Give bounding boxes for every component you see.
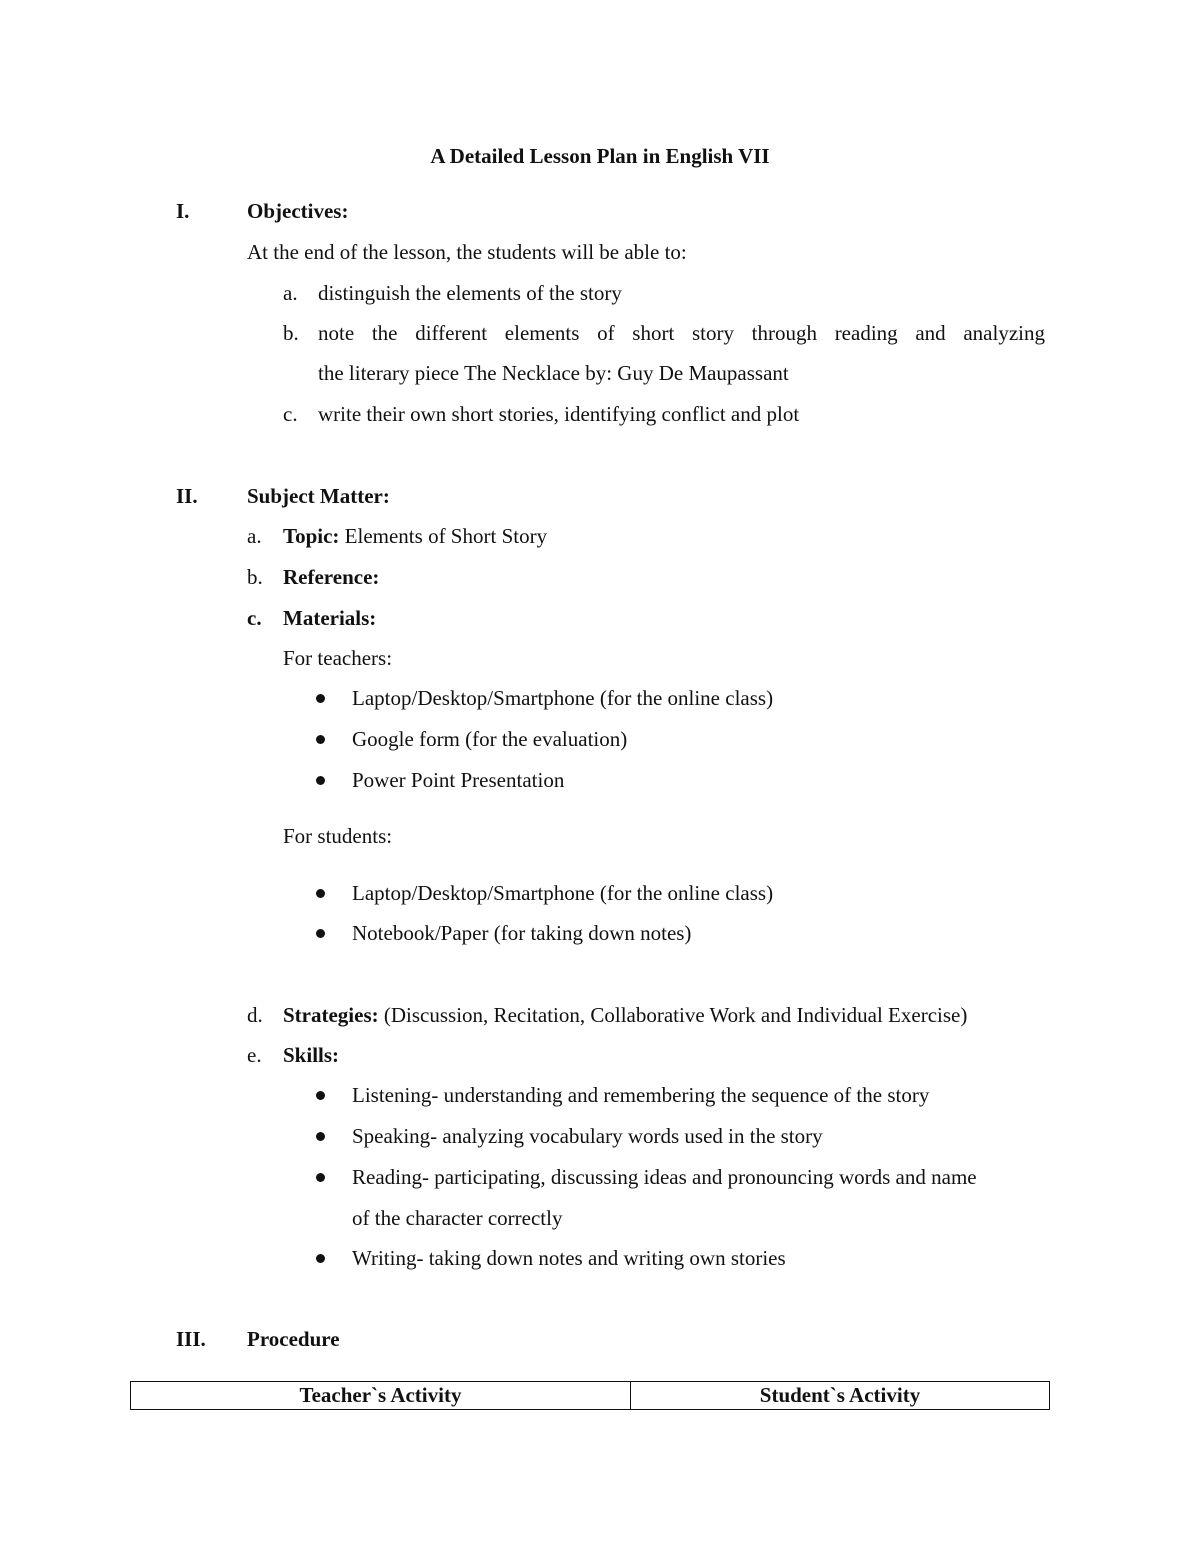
strategies-value: (Discussion, Recitation, Collaborative Work and Individual Exercise) bbox=[383, 1003, 968, 1027]
student-activity-header: Student`s Activity bbox=[631, 1382, 1050, 1410]
subject-matter-heading: Subject Matter: bbox=[247, 484, 390, 508]
objectives-intro: At the end of the lesson, the students will be able to: bbox=[247, 240, 687, 264]
bullet-icon bbox=[316, 776, 325, 785]
topic-line bbox=[283, 526, 547, 547]
strategies-line bbox=[283, 1005, 967, 1026]
section-numeral-objectives: I. bbox=[176, 199, 190, 223]
skill-item: Listening- understanding and remembering the sequence of the story bbox=[352, 1083, 930, 1107]
teacher-activity-header: Teacher`s Activity bbox=[131, 1382, 631, 1410]
bullet-icon bbox=[316, 735, 325, 744]
procedure-table bbox=[130, 1381, 1050, 1410]
topic-marker: a. bbox=[247, 524, 262, 548]
strategies-label: Strategies: bbox=[283, 1003, 379, 1027]
skill-item: Reading- participating, discussing ideas and pronouncing words and name bbox=[352, 1165, 977, 1189]
bullet-icon bbox=[316, 889, 325, 898]
bullet-icon bbox=[316, 694, 325, 703]
teacher-material-item: Laptop/Desktop/Smartphone (for the online class) bbox=[352, 686, 774, 710]
for-teachers-label: For teachers: bbox=[283, 646, 393, 670]
document-title: A Detailed Lesson Plan in English VII bbox=[430, 144, 770, 168]
bullet-icon bbox=[316, 1173, 325, 1182]
objective-marker-b: b. bbox=[283, 321, 299, 345]
skill-item: Speaking- analyzing vocabulary words used in the story bbox=[352, 1124, 823, 1148]
objective-item-b-line1: note the different elements of short story through reading and analyzing bbox=[318, 321, 1045, 345]
strategies-marker: d. bbox=[247, 1003, 263, 1027]
table-header-row bbox=[131, 1382, 1050, 1410]
reference-label: Reference: bbox=[283, 565, 380, 589]
for-students-label: For students: bbox=[283, 824, 393, 848]
objective-marker-a: a. bbox=[283, 281, 298, 305]
procedure-heading: Procedure bbox=[247, 1327, 340, 1351]
topic-value: Elements of Short Story bbox=[344, 524, 548, 548]
bullet-icon bbox=[316, 1091, 325, 1100]
section-numeral-procedure: III. bbox=[176, 1327, 206, 1351]
bullet-icon bbox=[316, 1254, 325, 1263]
objective-item-b-line2: the literary piece The Necklace by: Guy De Maupassant bbox=[318, 361, 789, 385]
teacher-material-item: Power Point Presentation bbox=[352, 768, 565, 792]
skills-marker: e. bbox=[247, 1043, 262, 1067]
skill-item-continuation: of the character correctly bbox=[352, 1206, 563, 1230]
reference-marker: b. bbox=[247, 565, 263, 589]
section-numeral-subject-matter: II. bbox=[176, 484, 198, 508]
materials-label: Materials: bbox=[283, 606, 377, 630]
objective-marker-c: c. bbox=[283, 402, 298, 426]
bullet-icon bbox=[316, 929, 325, 938]
bullet-icon bbox=[316, 1132, 325, 1141]
topic-label: Topic: bbox=[283, 524, 340, 548]
skill-item: Writing- taking down notes and writing own stories bbox=[352, 1246, 786, 1270]
materials-marker: c. bbox=[247, 606, 262, 630]
objective-item-a: distinguish the elements of the story bbox=[318, 281, 622, 305]
objectives-heading: Objectives: bbox=[247, 199, 349, 223]
student-material-item: Laptop/Desktop/Smartphone (for the online class) bbox=[352, 881, 774, 905]
teacher-material-item: Google form (for the evaluation) bbox=[352, 727, 628, 751]
student-material-item: Notebook/Paper (for taking down notes) bbox=[352, 921, 692, 945]
skills-label: Skills: bbox=[283, 1043, 340, 1067]
objective-item-c: write their own short stories, identifying conflict and plot bbox=[318, 402, 800, 426]
